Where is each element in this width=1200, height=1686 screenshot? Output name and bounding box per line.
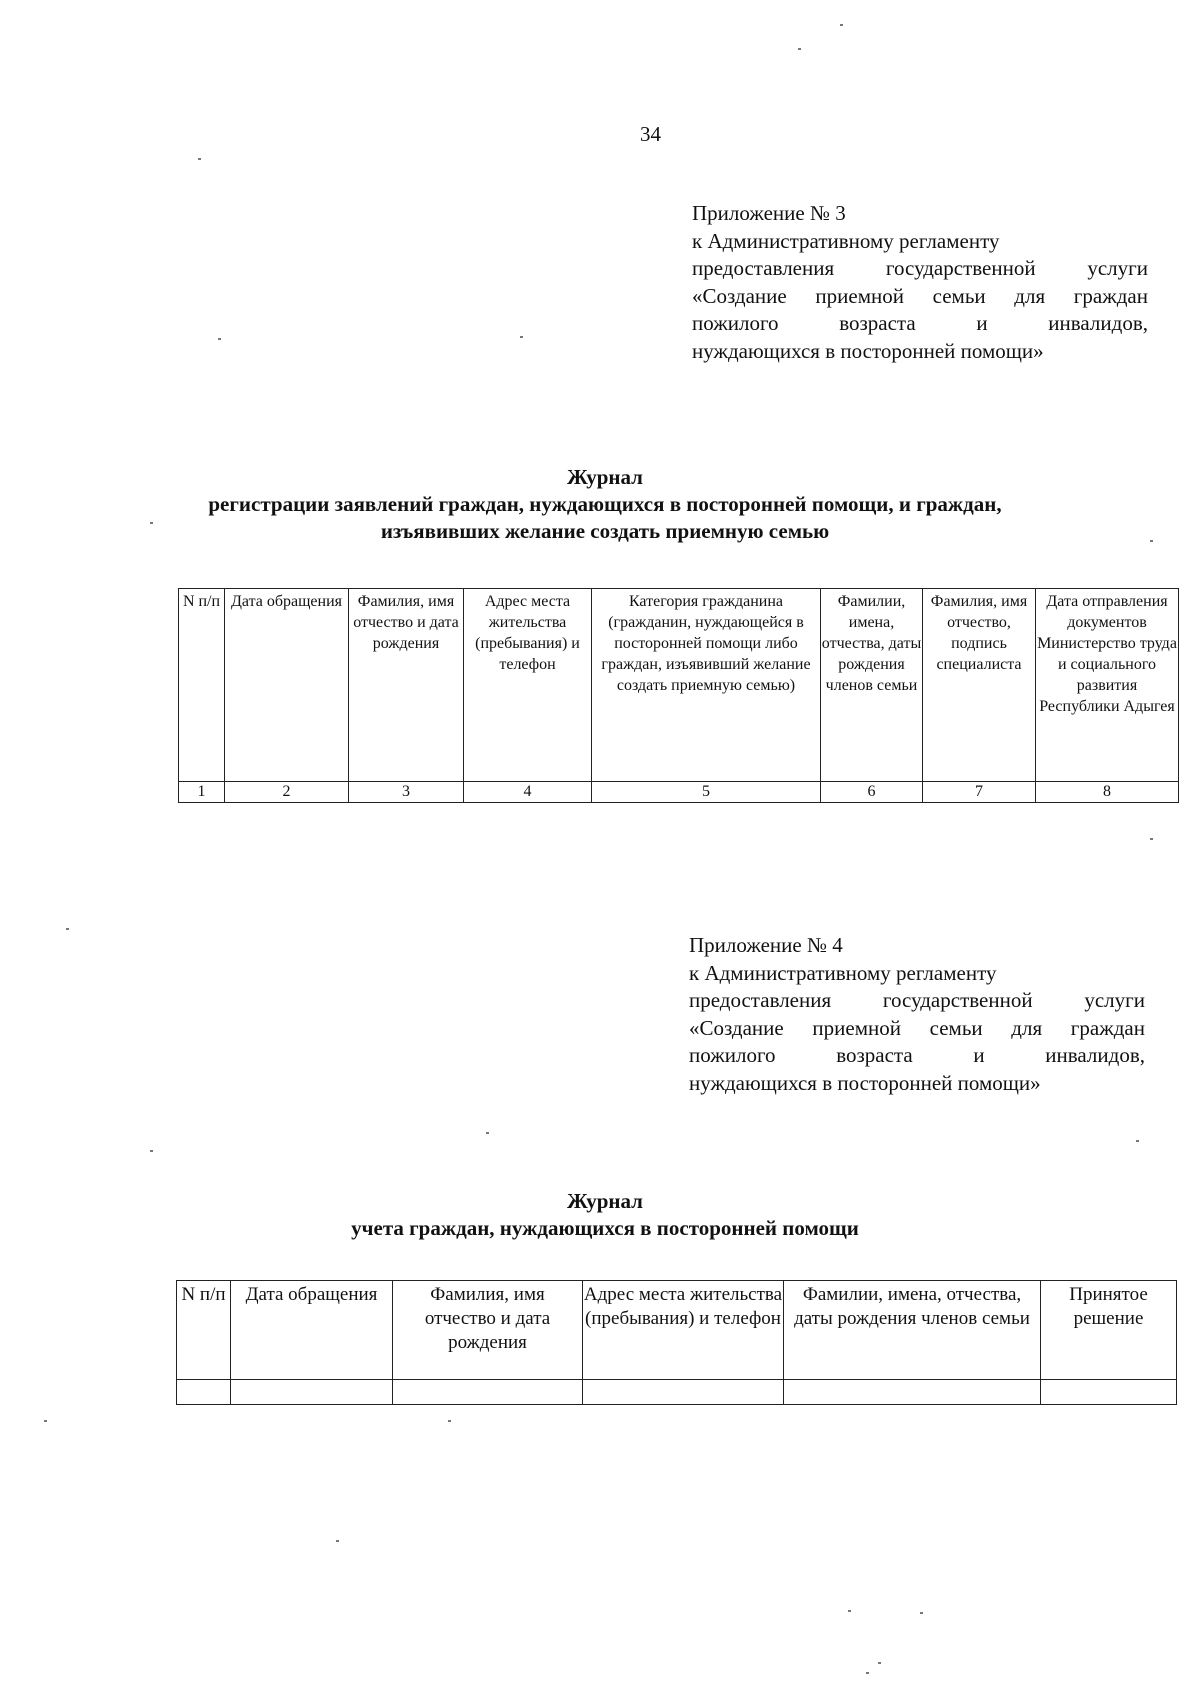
scan-speck: [198, 158, 201, 160]
scan-speck: [1136, 1140, 1139, 1142]
appendix-3-line: предоставления государственной услуги: [692, 256, 1148, 280]
column-header: Фамилия, имя отчество и дата рождения: [349, 589, 464, 782]
appendix-4-line: «Создание приемной семьи для граждан: [689, 1015, 1145, 1040]
scan-speck: [520, 336, 523, 338]
empty-table-row: [177, 1380, 1177, 1405]
column-header: Дата обращения: [225, 589, 349, 782]
scan-speck: [150, 522, 153, 524]
journal-1-title: [5, 464, 1200, 545]
appendix-3-line: Приложение № 3: [692, 201, 846, 225]
column-number: 3: [349, 782, 464, 803]
column-number-row: [179, 782, 1179, 803]
journal-1-title-line: изъявивших желание создать приемную семью: [380, 519, 830, 543]
scan-speck: [218, 338, 221, 340]
appendix-3-line: к Административному регламенту: [692, 228, 1000, 253]
empty-cell: [231, 1380, 393, 1405]
column-header: Дата отправления документов Министерство труда и социального развития Республики Адыгея: [1036, 589, 1179, 782]
table-header-row: [179, 589, 1179, 782]
scan-speck: [866, 1672, 869, 1674]
scan-speck: [920, 1612, 923, 1614]
scan-speck: [150, 1150, 153, 1152]
column-header: Фамилии, имена, отчества, даты рождения членов семьи: [784, 1281, 1041, 1380]
journal-1-title-line: Журнал: [567, 465, 643, 489]
appendix-3-line: пожилого возраста и инвалидов,: [692, 311, 1148, 335]
empty-cell: [1041, 1380, 1177, 1405]
column-header: N п/п: [177, 1281, 231, 1380]
column-number: 6: [821, 782, 923, 803]
appendix-3-line: «Создание приемной семьи для граждан: [692, 283, 1148, 308]
column-number: 4: [464, 782, 592, 803]
column-number: 2: [225, 782, 349, 803]
column-number: 8: [1036, 782, 1179, 803]
scan-speck: [448, 1420, 451, 1422]
scan-speck: [44, 1420, 47, 1422]
column-header: Дата обращения: [231, 1281, 393, 1380]
scan-speck: [66, 928, 69, 930]
journal-2-title-line: учета граждан, нуждающихся в посторонней помощи: [351, 1216, 859, 1240]
scan-speck: [336, 1540, 339, 1542]
scan-speck: [486, 1132, 489, 1134]
column-header: Адрес места жительства (пребывания) и телефон: [464, 589, 592, 782]
column-header: Категория гражданина (гражданин, нуждающейся в посторонней помощи либо граждан, изъявивший желание создать приемную семью): [592, 589, 821, 782]
scan-speck: [840, 24, 843, 26]
appendix-3-header: [692, 200, 1148, 365]
column-header: Фамилия, имя отчество и дата рождения: [393, 1281, 583, 1380]
empty-cell: [583, 1380, 784, 1405]
empty-cell: [177, 1380, 231, 1405]
column-header: Фамилии, имена, отчества, даты рождения членов семьи: [821, 589, 923, 782]
column-number: 1: [179, 782, 225, 803]
journal-2-table: [176, 1280, 1177, 1405]
scan-speck: [848, 1610, 851, 1612]
appendix-4-line: Приложение № 4: [689, 933, 843, 957]
column-number: 7: [923, 782, 1036, 803]
appendix-4-line: нуждающихся в посторонней помощи»: [689, 1070, 1041, 1095]
journal-1-title-line: регистрации заявлений граждан, нуждающихся в посторонней помощи, и граждан,: [208, 492, 1002, 516]
appendix-4-line: предоставления государственной услуги: [689, 988, 1145, 1012]
scan-speck: [878, 1662, 881, 1664]
appendix-4-line: к Административному регламенту: [689, 960, 997, 985]
page-number: 34: [640, 122, 661, 146]
journal-2-title-line: Журнал: [567, 1189, 643, 1213]
column-header: Адрес места жительства (пребывания) и телефон: [583, 1281, 784, 1380]
table-header-row: [177, 1281, 1177, 1380]
scan-speck: [798, 48, 801, 50]
column-header: Принятое решение: [1041, 1281, 1177, 1380]
scan-speck: [1150, 838, 1153, 840]
column-number: 5: [592, 782, 821, 803]
empty-cell: [393, 1380, 583, 1405]
journal-1-table: [178, 588, 1179, 803]
appendix-4-line: пожилого возраста и инвалидов,: [689, 1043, 1145, 1067]
journal-2-title: [5, 1188, 1200, 1242]
scan-speck: [1150, 540, 1153, 542]
appendix-4-header: [689, 932, 1145, 1097]
appendix-3-line: нуждающихся в посторонней помощи»: [692, 338, 1044, 363]
column-header: Фамилия, имя отчество, подпись специалиста: [923, 589, 1036, 782]
column-header: N п/п: [179, 589, 225, 782]
empty-cell: [784, 1380, 1041, 1405]
